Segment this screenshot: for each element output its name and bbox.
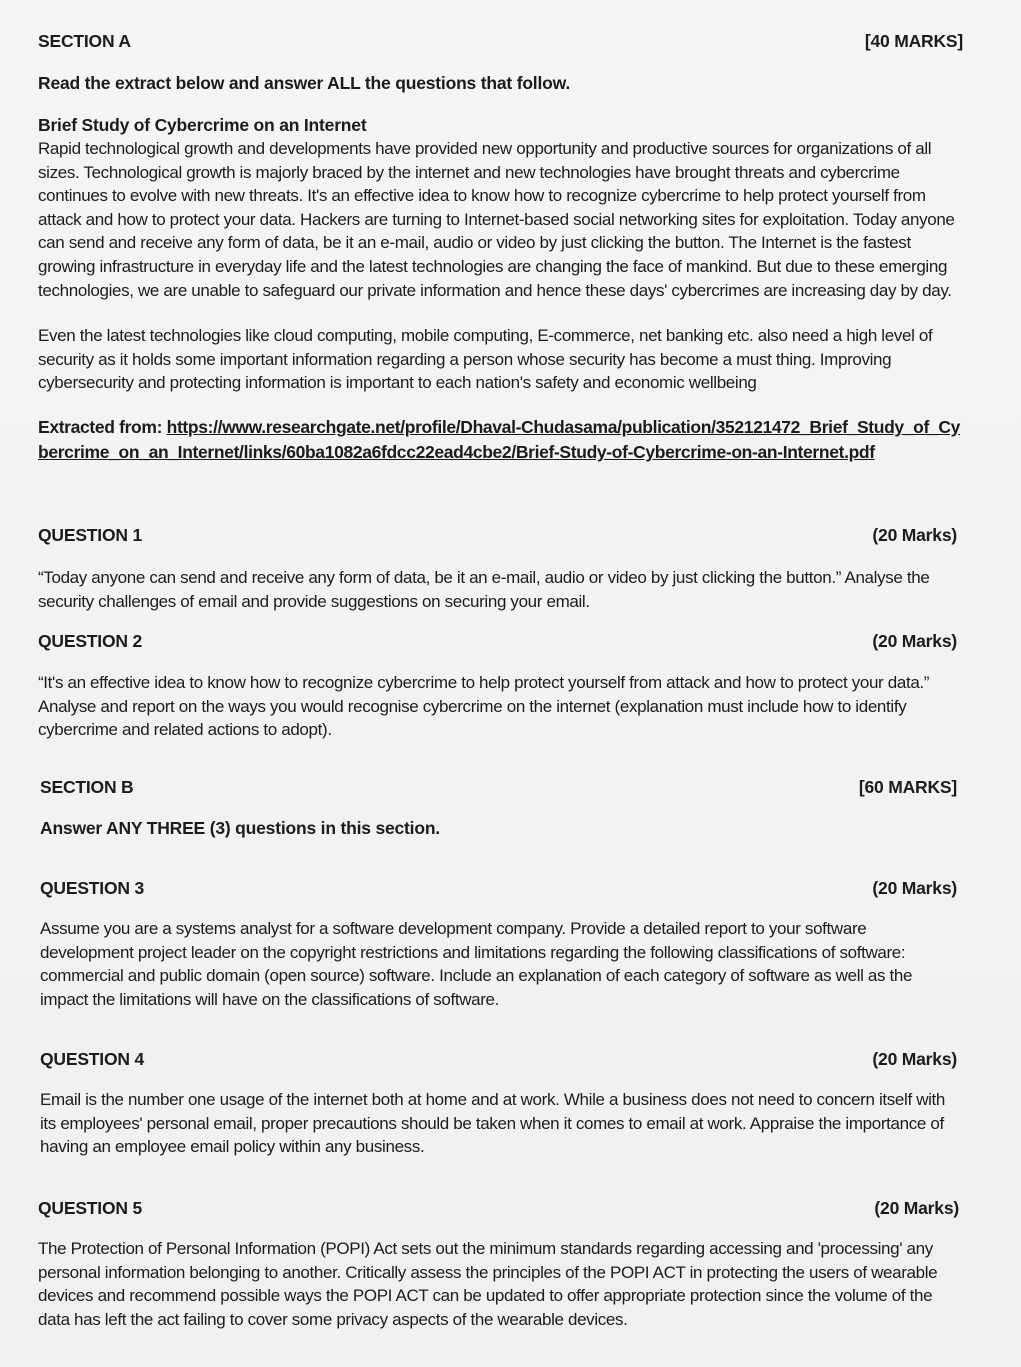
question-3-text: Assume you are a systems analyst for a software development company. Provide a detailed report to your software development project leader on the copyright restrictions and limitations regarding the following classifications of software: commercial and public domain (open source) software. Include an explanation of each category of software as well as the impact the limitations will have on the classifications of software. [40,919,913,1009]
section-b-marks: [60 MARKS] [858,777,957,797]
question-1-marks: (20 Marks) [872,525,957,545]
section-b-instruction: Answer ANY THREE (3) questions in this section. [40,818,440,838]
question-5-header [38,1198,959,1219]
question-4-header [40,1049,957,1070]
question-3-header [40,878,957,899]
section-b-title: SECTION B [40,777,134,797]
question-4-marks: (20 Marks) [872,1049,957,1069]
extract-source [38,415,969,465]
question-4-text: Email is the number one usage of the internet both at home and at work. While a business does not need to concern itself with its employees' personal email, proper precautions should be taken when it comes to email at work. Appraise the importance of having an employee email policy within any business. [40,1090,946,1157]
question-4-title: QUESTION 4 [40,1049,144,1069]
question-5-marks: (20 Marks) [874,1198,959,1218]
extract-source-label: Extracted from: [38,417,167,437]
question-2-header [38,631,957,652]
section-a-title: SECTION A [38,31,131,51]
extract-source-link[interactable]: https://www.researchgate.net/profile/Dhaval-Chudasama/publication/352121472_Brief_Study_of_Cybercrime_on_an_Internet/links/60ba1082a6fdcc22ead4cbe2/Brief-Study-of-Cybercrime-on-an-Internet.pdf [38,417,961,462]
question-2-text: “It's an effective idea to know how to recognize cybercrime to help protect yourself from attack and how to protect your data.” Analyse and report on the ways you would recognise cybercrime on the internet (explanation must include how to identify cybercrime and related actions to adopt). [38,673,930,740]
question-2-title: QUESTION 2 [38,631,142,651]
section-a-header [38,31,963,52]
question-1-header [38,525,957,546]
section-b-header [40,777,957,798]
question-1-title: QUESTION 1 [38,525,142,545]
extract-paragraph-1: Rapid technological growth and developments have provided new opportunity and productive sources for organizations of all sizes. Technological growth is majorly braced by the internet and new technologies have brought threats and cybercrime continues to evolve with new threats. It's an effective idea to know how to recognize cybercrime to help protect yourself from attack and how to protect your data. Hackers are turning to Internet-based social networking sites for exploitation. Today anyone can send and receive any form of data, be it an e-mail, audio or video by just clicking the button. The Internet is the fastest growing infrastructure in everyday life and the latest technologies are changing the face of mankind. But due to these emerging technologies, we are unable to safeguard our private information and hence these days' cybercrimes are increasing day by day. [38,139,955,300]
question-2-marks: (20 Marks) [872,631,957,651]
question-3-marks: (20 Marks) [872,878,957,898]
question-1-text: “Today anyone can send and receive any form of data, be it an e-mail, audio or video by just clicking the button.” Analyse the security challenges of email and provide suggestions on securing your email. [38,568,930,611]
question-5-text: The Protection of Personal Information (POPI) Act sets out the minimum standards regarding accessing and 'processing' any personal information belonging to another. Critically assess the principles of the POPI ACT in protecting the users of wearable devices and recommend possible ways the POPI ACT can be updated to offer appropriate protection since the volume of the data has left the act failing to cover some privacy aspects of the wearable devices. [38,1239,938,1329]
extract-paragraph-2: Even the latest technologies like cloud computing, mobile computing, E-commerce, net banking etc. also need a high level of security as it holds some important information regarding a person whose security has become a must thing. Improving cybersecurity and protecting information is important to each nation's safety and economic wellbeing [38,326,933,393]
section-a-marks: [40 MARKS] [864,31,963,51]
question-5-title: QUESTION 5 [38,1198,142,1218]
section-a-instruction: Read the extract below and answer ALL the questions that follow. [38,73,571,93]
extract-title: Brief Study of Cybercrime on an Internet [38,115,367,135]
question-3-title: QUESTION 3 [40,878,144,898]
